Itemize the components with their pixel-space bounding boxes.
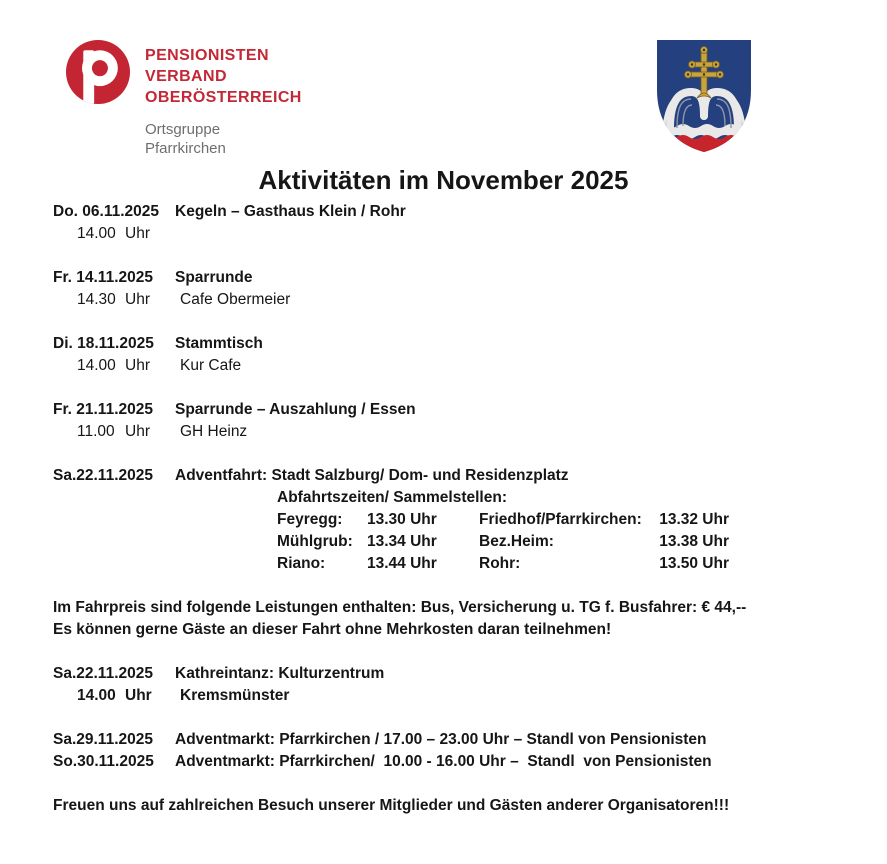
event-block — [53, 267, 853, 333]
event-title: Sparrunde — [175, 269, 253, 286]
local-group-line: Ortsgruppe — [145, 121, 221, 138]
market-date: Sa.29.11.2025 — [53, 731, 153, 748]
event-block — [53, 399, 853, 465]
event-time: 14.30 — [77, 291, 116, 308]
activities-list — [53, 201, 853, 817]
market-row — [53, 751, 853, 773]
event-time: 14.00 — [77, 357, 116, 374]
event-location: Kur Cafe — [180, 357, 242, 374]
pfarrkirchen-coat-of-arms-icon — [653, 38, 755, 156]
event-title: Kegeln – Gasthaus Klein / Rohr — [175, 203, 406, 220]
event-date: Di. 18.11.2025 — [53, 335, 154, 352]
org-name-line: PENSIONISTEN — [145, 47, 269, 64]
event-time-unit: Uhr — [125, 423, 150, 440]
event-title: Sparrunde – Auszahlung / Essen — [175, 401, 416, 418]
event-block — [53, 201, 853, 267]
trip-stop-row — [277, 509, 853, 531]
market-title: Adventmarkt: Pfarrkirchen / 17.00 – 23.00 Uhr – Standl von Pensionisten — [175, 731, 707, 748]
stop-right-time: 13.50 Uhr — [659, 555, 729, 572]
stop-right-label: Friedhof/Pfarrkirchen: — [479, 511, 642, 528]
event-time-unit: Uhr — [125, 357, 150, 374]
event-date: Sa.22.11.2025 — [53, 665, 153, 682]
event-block — [53, 333, 853, 399]
event-time-unit: Uhr — [125, 225, 150, 242]
market-date: So.30.11.2025 — [53, 753, 154, 770]
trip-subheading: Abfahrtszeiten/ Sammelstellen: — [277, 489, 507, 506]
event-date: Fr. 21.11.2025 — [53, 401, 153, 418]
event-time-unit: Uhr — [125, 291, 150, 308]
event-location: Cafe Obermeier — [180, 291, 291, 308]
stop-right-time: 13.32 Uhr — [659, 511, 729, 528]
stop-left-label: Mühlgrub: — [277, 533, 353, 550]
stop-left-label: Feyregg: — [277, 511, 343, 528]
market-title: Adventmarkt: Pfarrkirchen/ 10.00 - 16.00 Uhr – Standl von Pensionisten — [175, 753, 712, 770]
market-rows — [53, 729, 853, 795]
pensionisten-p-icon — [66, 40, 130, 104]
stop-left-time: 13.44 Uhr — [367, 555, 437, 572]
trip-block — [53, 465, 853, 597]
event-date: Do. 06.11.2025 — [53, 203, 159, 220]
trip-stop-row — [277, 553, 853, 575]
org-name-line: VERBAND — [145, 68, 227, 85]
stop-right-label: Rohr: — [479, 555, 521, 572]
stop-left-time: 13.34 Uhr — [367, 533, 437, 550]
stop-left-time: 13.30 Uhr — [367, 511, 437, 528]
closing-line: Freuen uns auf zahlreichen Besuch unserer Mitglieder und Gästen anderer Organisatoren!!! — [53, 797, 730, 814]
event-date: Fr. 14.11.2025 — [53, 269, 153, 286]
trip-title: Adventfahrt: Stadt Salzburg/ Dom- und Residenzplatz — [175, 467, 569, 484]
page-title: Aktivitäten im November 2025 — [258, 165, 629, 195]
stop-left-label: Riano: — [277, 555, 326, 572]
fare-notes — [53, 597, 853, 663]
stop-right-label: Bez.Heim: — [479, 533, 554, 550]
trip-stop-row — [277, 531, 853, 553]
event-location: Kremsmünster — [180, 687, 290, 704]
fare-note-line: Im Fahrpreis sind folgende Leistungen enthalten: Bus, Versicherung u. TG f. Busfahrer: € 44,-- — [53, 599, 747, 616]
org-name-line: OBERÖSTERREICH — [145, 89, 302, 106]
event-block — [53, 663, 853, 729]
stop-right-time: 13.38 Uhr — [659, 533, 729, 550]
org-logo-text — [145, 40, 302, 158]
event-time: 11.00 — [77, 423, 115, 440]
market-row — [53, 729, 853, 751]
event-title: Stammtisch — [175, 335, 263, 352]
local-group-line: Pfarrkirchen — [145, 140, 226, 157]
event-location: GH Heinz — [180, 423, 248, 440]
event-time: 14.00 — [77, 225, 116, 242]
event-title: Kathreintanz: Kulturzentrum — [175, 665, 385, 682]
org-logo — [66, 40, 302, 158]
fare-note-line: Es können gerne Gäste an dieser Fahrt ohne Mehrkosten daran teilnehmen! — [53, 621, 612, 638]
trip-date: Sa.22.11.2025 — [53, 467, 153, 484]
event-time: 14.00 — [77, 687, 116, 704]
event-time-unit: Uhr — [125, 687, 152, 704]
